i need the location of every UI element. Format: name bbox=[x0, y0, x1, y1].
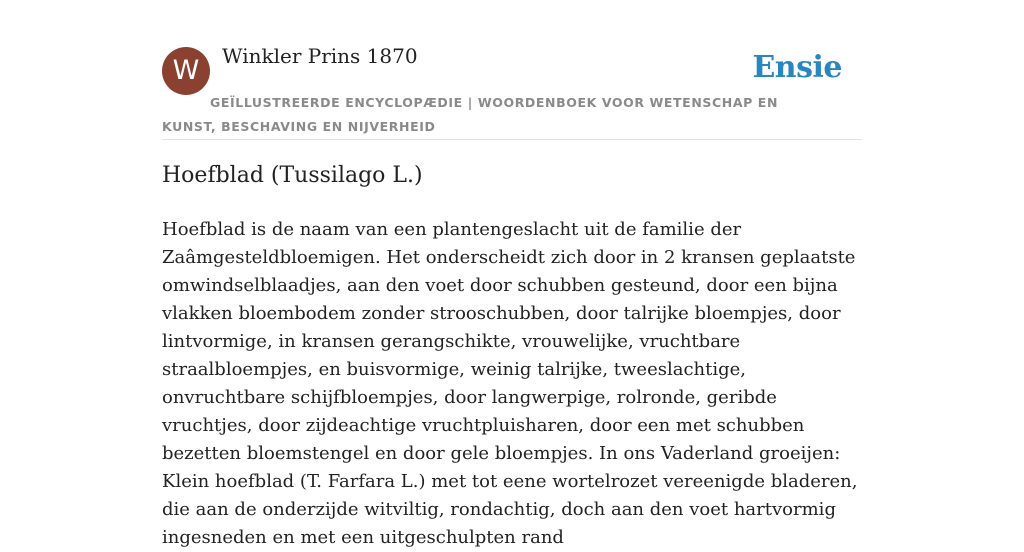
source-subtitle: GEÏLLUSTREERDE ENCYCLOPÆDIE | WOORDENBOEK VOOR WETENSCHAP EN KUNST, BESCHAVING EN NIJVERHEID bbox=[162, 95, 779, 134]
source-avatar[interactable]: W bbox=[162, 47, 210, 95]
ensie-logo[interactable]: Ensie bbox=[752, 50, 842, 85]
header-divider bbox=[162, 139, 862, 140]
entry-title: Hoefblad (Tussilago L.) bbox=[162, 163, 423, 188]
entry-body: Hoefblad is de naam van een plantengeslacht uit de familie der Zaâmgesteldbloemigen. Het onderscheidt zich door in 2 kransen geplaatste omwindselblaadjes, aan den voet door schubben gesteund, door een bijna vlakken bloembodem zonder strooschubben, door talrijke bloempjes, door lintvormige, in kransen gerangschikte, vrouwelijke, vruchtbare straalbloempjes, en buisvormige, weinig talrijke, tweeslachtige, onvruchtbare schijfbloempjes, door langwerpige, rolronde, geribde vruchtjes, door zijdeachtige vruchtpluisharen, door een met schubben bezetten bloemstengel en door gele bloempjes. In ons Vaderland groeijen: Klein hoefblad (T. Farfara L.) met tot eene wortelrozet vereenigde bladeren, die aan de onderzijde witviltig, rondachtig, doch aan den voet hartvormig ingesneden en met een uitgeschulpten rand bbox=[162, 219, 858, 548]
source-title[interactable]: Winkler Prins 1870 bbox=[222, 44, 418, 68]
